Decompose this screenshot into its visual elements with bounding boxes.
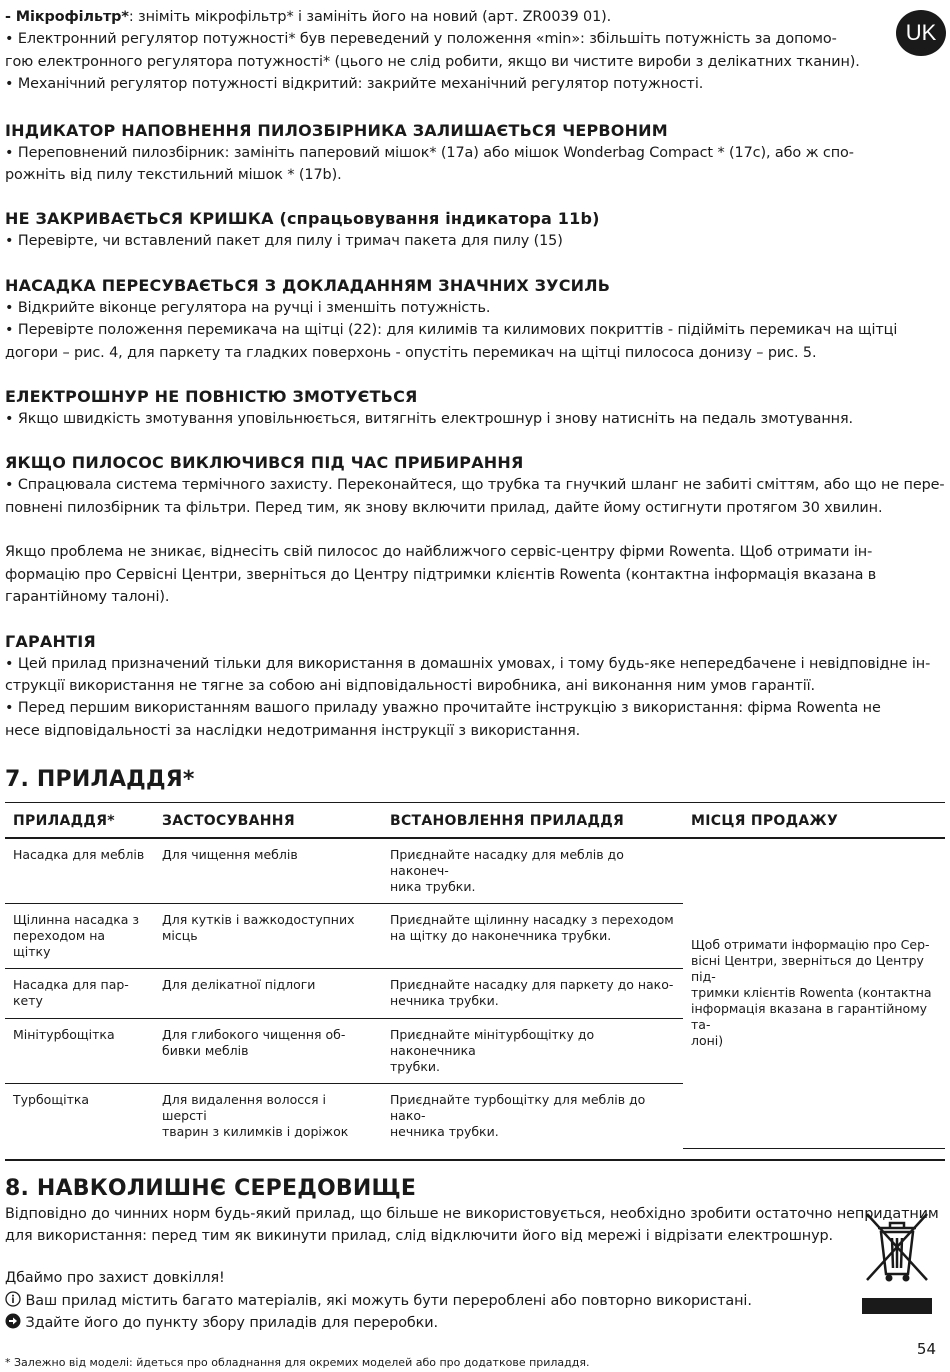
footnote: * Залежно від моделі: йдеться про обладнання для окремих моделей або про додаткове приладдя. <box>5 1356 590 1369</box>
environment-info: Ваш прилад містить багато матеріалів, які можуть бути перероблені або повторно використані. <box>25 1292 752 1309</box>
warranty-line: • Цей прилад призначений тільки для використання в домашніх умовах, і тому будь-яке непередбачене і невідповідне ін- <box>5 655 931 672</box>
section-title: НАСАДКА ПЕРЕСУВАЄТЬСЯ З ДОКЛАДАННЯМ ЗНАЧНИХ ЗУСИЛЬ <box>5 275 611 295</box>
info-circle-icon <box>5 1291 21 1307</box>
intro-line: • Механічний регулятор потужності відкритий: закрийте механічний регулятор потужності. <box>5 76 704 93</box>
section-title: ІНДИКАТОР НАПОВНЕННЯ ПИЛОЗБІРНИКА ЗАЛИШАЄТЬСЯ ЧЕРВОНИМ <box>5 120 668 140</box>
intro-line-rest: : зніміть мікрофільтр* і замініть його на новий (арт. ZR0039 01). <box>128 9 612 25</box>
intro-line: гою електронного регулятора потужності* (цього не слід робити, якщо ви чистите вироби з делікатних тканин). <box>5 53 860 70</box>
document-page <box>5 6 945 1335</box>
accessory-install: Приєднайте насадку для паркету до нако- нечника трубки. <box>382 969 683 1019</box>
accessory-name: Турбощітка <box>13 1092 90 1108</box>
accessory-install: Приєднайте мінітурбощітку до наконечника трубки. <box>382 1019 683 1084</box>
accessory-use: Для чищення меблів <box>154 838 382 904</box>
accessory-install: Приєднайте турбощітку для меблів до нако- нечника трубки. <box>390 1092 646 1140</box>
section-title: НЕ ЗАКРИВАЄТЬСЯ КРИШКА (спрацьовування індикатора 11b) <box>5 209 600 229</box>
section-line: • Відкрийте віконце регулятора на ручці і зменшіть потужність. <box>5 299 491 316</box>
environment-heading: 8. НАВКОЛИШНЄ СЕРЕДОВИЩЕ <box>5 1175 417 1201</box>
accessory-name: Насадка для меблів <box>5 838 154 904</box>
accessory-name: Насадка для пар- кету <box>5 969 154 1019</box>
crossed-bin-icon <box>862 1206 932 1314</box>
environment-care: Дбаймо про захист довкілля! <box>5 1270 225 1287</box>
section-line: • Спрацювала система термічного захисту. Переконайтеся, що трубка та гнучкий шланг не забиті сміттям, або що не пере- <box>5 477 945 494</box>
service-note-line: формацію про Сервісні Центри, зверніться до Центру підтримки клієнтів Rowenta (контактна інформація вказана в <box>5 566 877 583</box>
environment-line: Відповідно до чинних норм будь-який прилад, що більше не використовується, необхідно зробити остаточно непридатним <box>5 1205 939 1222</box>
environment-arrow-line <box>5 1312 945 1334</box>
table-header-row <box>5 803 945 839</box>
environment-info-line <box>5 1290 945 1312</box>
language-badge: UK <box>896 10 946 56</box>
warranty-line: несе відповідальності за наслідки недотримання інструкції з використання. <box>5 722 581 739</box>
section-line: повнені пилозбірник та фільтри. Перед тим, як знову включити прилад, дайте йому остигнути протягом 30 хвилин. <box>5 499 883 516</box>
warranty-line: • Перед першим використанням вашого приладу уважно прочитайте інструкцію з використання: фірма Rowenta не <box>5 700 881 717</box>
table-row <box>5 838 945 904</box>
section-line: • Переповнений пилозбірник: замініть паперовий мішок* (17a) або мішок Wonderbag Compact * (17c), або ж спо- <box>5 144 854 161</box>
accessory-install: Приєднайте насадку для меблів до наконеч- ника трубки. <box>382 838 683 904</box>
service-note-line: гарантійному талоні). <box>5 589 170 606</box>
accessory-install: Приєднайте щілинну насадку з переходом на щітку до наконечника трубки. <box>382 904 683 969</box>
section-line: догори – рис. 4, для паркету та гладких поверхонь - опустіть перемикач на щітці пилососа донизу – рис. 5. <box>5 344 817 361</box>
accessory-name: Щілинна насадка з переходом на щітку <box>5 904 154 969</box>
accessory-use: Для кутків і важкодоступних місць <box>154 904 382 969</box>
environment-line: для використання: перед тим як викинути прилад, слід відключити його від мережі і відрізати електрошнур. <box>5 1228 833 1245</box>
intro-line: • Електронний регулятор потужності* був переведений у положення «min»: збільшіть потужність за допомо- <box>5 31 837 48</box>
column-header: МІСЦЯ ПРОДАЖУ <box>683 803 945 839</box>
warranty-title: ГАРАНТІЯ <box>5 631 96 651</box>
column-header: ПРИЛАДДЯ* <box>5 803 154 839</box>
section-line: рожніть від пилу текстильний мішок * (17b). <box>5 167 342 184</box>
environment-arrow: Здайте його до пункту збору приладів для переробки. <box>25 1315 439 1332</box>
accessory-name: Мінітурбощітка <box>5 1019 154 1084</box>
section-title: ЯКЩО ПИЛОСОС ВИКЛЮЧИВСЯ ПІД ЧАС ПРИБИРАННЯ <box>5 453 524 473</box>
section-line: • Перевірте положення перемикача на щітці (22): для килимів та килимових покриттів - підійміть перемикач на щітці <box>5 322 898 339</box>
accessory-use: Для делікатної підлоги <box>154 969 382 1019</box>
page-number: 54 <box>916 1340 936 1358</box>
arrow-right-icon <box>5 1313 21 1329</box>
service-note-line: Якщо проблема не зникає, віднесіть свій пилосос до найближчого сервіс-центру фірми Rowenta. Щоб отримати ін- <box>5 544 873 561</box>
section-line: • Якщо швидкість змотування уповільнюється, витягніть електрошнур і знову натисніть на педаль змотування. <box>5 411 854 428</box>
section-title: ЕЛЕКТРОШНУР НЕ ПОВНІСТЮ ЗМОТУЄТЬСЯ <box>5 387 418 407</box>
accessory-use: Для глибокого чищення об- бивки меблів <box>154 1019 382 1084</box>
sale-info: Щоб отримати інформацію про Сер- вісні Центри, зверніться до Центру під- тримки клієнтів Rowenta (контактна інформація вказана в гарантійному та- лоні) <box>683 838 945 1148</box>
intro-line <box>5 6 945 28</box>
warranty-line: струкції використання не тягне за собою ані відповідальності виробника, ані виконання ним умов гарантії. <box>5 677 816 694</box>
section-line: • Перевірте, чи вставлений пакет для пилу і тримач пакета для пилу (15) <box>5 233 563 250</box>
accessories-table <box>5 802 945 1149</box>
accessories-heading: 7. ПРИЛАДДЯ* <box>5 767 195 793</box>
accessory-use: Для видалення волосся і шерсті тварин з килимків і доріжок <box>162 1092 349 1140</box>
column-header: ВСТАНОВЛЕННЯ ПРИЛАДДЯ <box>382 803 683 839</box>
column-header: ЗАСТОСУВАННЯ <box>154 803 382 839</box>
microfilter-label: - Мікрофільтр* <box>5 9 129 25</box>
